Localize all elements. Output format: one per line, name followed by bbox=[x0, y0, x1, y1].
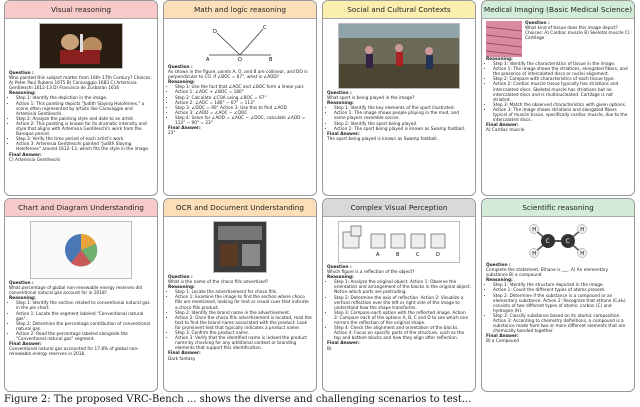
carbon-label: C bbox=[565, 238, 570, 245]
question-text: What is the name of the choco fills advertised? bbox=[168, 280, 269, 286]
reasoning-label: Reasoning: bbox=[327, 275, 354, 281]
reasoning-label: Reasoning: bbox=[9, 91, 36, 97]
pie-chart-image bbox=[30, 221, 132, 279]
hydrogen-label: H bbox=[580, 227, 584, 233]
card-title: Visual reasoning bbox=[5, 1, 157, 19]
step: • Action 3: ∠AOD = ∠AOC − ∠DOC bbox=[175, 111, 312, 116]
label-b: B bbox=[269, 57, 273, 63]
step: • Step 2: Identify the brand name in the advertisement. bbox=[175, 311, 312, 316]
label-d: D bbox=[213, 29, 217, 35]
answer-text: A) Cardiac muscle bbox=[486, 128, 525, 134]
step: • Step 2: Determine if the substance is a compound or an elementary substance. Action 2: Recognize that ethane (C₂H₆) consists of two different types of atoms: carbon (C) and hydrogen (H). bbox=[493, 294, 630, 314]
step: • Step 1: Identify the section related to conventional natural gas in the pie chart. bbox=[16, 301, 153, 311]
step: • Step 1: Use the fact that ∠AOC and ∠BOC form a linear pair. bbox=[175, 85, 312, 90]
reasoning-label: Reasoning: bbox=[9, 296, 36, 302]
step: • Step 3: ∠DOC = 90° Action 3: Use this to find ∠AOD bbox=[175, 106, 312, 111]
question-label: Question : bbox=[9, 281, 34, 286]
step: • Action 2: ∠AOC = 180° − 67° = 113° bbox=[175, 101, 312, 106]
reasoning-steps bbox=[9, 96, 153, 152]
step: • Step 2: Determine the percentage contribution of conventional natural gas. bbox=[16, 322, 153, 332]
card-title: Math and logic reasoning bbox=[164, 1, 316, 19]
step: • Step 1: Identify the key elements of the sport illustrated. bbox=[334, 106, 471, 111]
question-text: Which figure is a reflection of the object? bbox=[327, 270, 415, 276]
answer-text: C) Artemisia Gentileschi bbox=[9, 157, 61, 163]
step: • Action 2: Read the percentage labeled alongside the "Conventional natural gas" segment. bbox=[16, 332, 153, 342]
step: • Step 3: Compare each option with the reflected image. Action 3: Compare each of the options A, B, C and D to see which one mirrors the reflection of the original shape. bbox=[334, 311, 471, 326]
question-text: What kind of tissue does this image depict? Choices: A) Cardiac muscle B) Skeletal muscle C) Cartilage bbox=[525, 26, 630, 42]
label-o: O bbox=[238, 57, 242, 63]
question-label: Question : bbox=[486, 263, 511, 268]
step: • Step 2: Calculate ∠COA using ∠BOC = 67° bbox=[175, 96, 312, 101]
question-label: Question : bbox=[168, 275, 193, 280]
answer-text: B) bbox=[327, 346, 332, 352]
option-a: A bbox=[376, 252, 380, 258]
answer-label: Final Answer: bbox=[168, 126, 201, 132]
reasoning-label: Reasoning: bbox=[168, 285, 195, 291]
ethane-molecule bbox=[518, 221, 598, 261]
step: • Action 1: Locate the segment labeled "Conventional natural gas". bbox=[16, 312, 153, 322]
benchmark-grid bbox=[4, 0, 636, 392]
reasoning-label: Reasoning: bbox=[168, 80, 195, 86]
card-visual-reasoning bbox=[4, 0, 158, 196]
step: • Action 1: The image shows people playing in the mud, and some players resemble soccer. bbox=[334, 111, 471, 121]
answer-text: 23° bbox=[168, 131, 176, 137]
question-text: What sport is being played in the image? bbox=[327, 96, 415, 102]
hydrogen-label: H bbox=[532, 251, 536, 257]
card-scientific-reasoning bbox=[481, 198, 635, 392]
reasoning-label: Reasoning: bbox=[486, 278, 513, 284]
advertisement-image bbox=[213, 221, 267, 273]
card-medical-imaging bbox=[481, 0, 635, 196]
step: • Step 1: Identify the characteristics of tissue in the image. bbox=[493, 62, 630, 67]
step: • Action 2: This painting is known for its dramatic intensity and style that aligns with Artemisia Gentileschi's work from the Baroque period. bbox=[16, 122, 153, 137]
step: • Step 2: Determine the axis of reflection. Action 2: Visualize a vertical reflection over the left or right side of the image to understand how the shape transforms. bbox=[334, 296, 471, 311]
tissue-micrograph bbox=[486, 21, 522, 57]
question-text: As shown in the figure, points A, O, and B are collinear, and DO is perpendicular to CO. If ∠BOC = 67°, what is ∠AOD? bbox=[168, 70, 308, 81]
answer-label: Final Answer: bbox=[327, 341, 360, 347]
answer-text: Conventional natural gas accounted for 17.8% of global non-renewable energy reserves in 2018. bbox=[9, 347, 139, 358]
answer-label: Final Answer: bbox=[327, 131, 360, 137]
card-ocr-document bbox=[163, 198, 317, 392]
step: • Step 3: Verify the time period of each artist's work. bbox=[16, 137, 153, 142]
option-b: B bbox=[396, 252, 400, 258]
step: • Action 2: The sport being played is known as Swamp football. bbox=[334, 127, 471, 132]
card-title: Complex Visual Perception bbox=[323, 199, 475, 217]
step: • Action 2: Cardiac muscle tissue typically has striations and intercalated discs. Skeletal muscle has striations but no intercalated discs and is multinucleated. Cartilage is not striated. bbox=[493, 82, 630, 102]
step: • Action 3: Artemisia Gentileschi painted "Judith Slaying Holofernes" around 1612–13, which fits the style in the image. bbox=[16, 142, 153, 152]
answer-label: Final Answer: bbox=[9, 152, 42, 158]
question-label: Question : bbox=[9, 71, 34, 76]
label-c: C bbox=[263, 25, 267, 31]
reasoning-steps bbox=[168, 290, 312, 351]
answer-label: Final Answer: bbox=[486, 123, 519, 129]
step: • Step 2: Analyze the painting style and date to an artist. bbox=[16, 117, 153, 122]
step: • Action 3: The image shows striations and elongated fibers typical of muscle tissue, specifically cardiac muscle, due to the intercalated discs. bbox=[493, 108, 630, 123]
reasoning-steps bbox=[327, 280, 471, 341]
question-label: Question : bbox=[327, 265, 352, 270]
step: • Action 1: ∠AOC + ∠BOC = 180° bbox=[175, 90, 312, 95]
step: • Action 1: Count the different types of atoms present. bbox=[493, 288, 630, 293]
question-text: Complete the statement. Ethane is ___. A) An elementary substance B) a compound bbox=[486, 268, 609, 279]
step: • Action 1: The image shows the striations, elongated fibers, and the presence of intercalated discs or nuclei alignment. bbox=[493, 67, 630, 77]
step: • Step 1: Locate the advertisement for choco fills. bbox=[175, 290, 312, 295]
step: • Step 4: Check the alignment and orientation of the blocks. Action 4: Focus on specific parts of the structure, such as the top and bottom blocks and how they align after reflection. bbox=[334, 326, 471, 341]
step: • Step 1: Identify the depiction in the image. bbox=[16, 96, 153, 101]
card-complex-visual bbox=[322, 198, 476, 392]
question-label: Question : bbox=[327, 91, 352, 96]
reasoning-steps bbox=[327, 106, 471, 131]
step: • Step 4: Solve for ∠AOD = ∠AOC − ∠DOC, calculate ∠AOD = 113° − 90° = 23° bbox=[175, 116, 312, 126]
card-math-logic bbox=[163, 0, 317, 196]
card-title: OCR and Document Understanding bbox=[164, 199, 316, 217]
question-label: Question : bbox=[525, 21, 550, 26]
swamp-football-photo bbox=[338, 23, 460, 89]
step: • Step 3: Confirm the product name. bbox=[175, 331, 312, 336]
question-text: Who painted this subject matter from 16th–17th Century? Choices: A) Peter Paul Rubens 1675 B) Caravaggio 1683 C) Artemisia Gentileschi 1612-13 D) Francisco de Zurbarán 1616 bbox=[9, 76, 152, 92]
hydrogen-label: H bbox=[532, 227, 536, 233]
answer-label: Final Answer: bbox=[486, 334, 519, 340]
step: • Action 2: Once the choco fills advertisement is located, read the text to find the brand name associated with the product. Look for prominent text that typically indicates a product name. bbox=[175, 316, 312, 331]
answer-text: Dark fantasy bbox=[168, 356, 196, 362]
step: • Step 1: Identify the structure depicted in the image. bbox=[493, 283, 630, 288]
reasoning-label: Reasoning: bbox=[327, 101, 354, 107]
step: • Step 3: Classify substance based on its atomic composition. Action 3: According to chemistry definitions, a compound is a substance made from two or more different elements that are chemically bonded together. bbox=[493, 314, 630, 334]
card-title: Chart and Diagram Understanding bbox=[5, 199, 157, 217]
label-a: A bbox=[206, 57, 210, 63]
card-social-cultural bbox=[322, 0, 476, 196]
hydrogen-label: H bbox=[580, 251, 584, 257]
step: • Step 2: Compare with characteristics of each tissue type. bbox=[493, 77, 630, 82]
option-c: C bbox=[416, 252, 420, 258]
geometry-figure bbox=[205, 23, 275, 63]
step: • Step 1: Analyze the original object. Action 1: Observe the orientation and arrangement of the blocks in the original object. Notice which parts are protruding. bbox=[334, 280, 471, 295]
question-label: Question : bbox=[168, 65, 193, 70]
answer-text: B) a Compound bbox=[486, 339, 519, 345]
reasoning-steps bbox=[486, 283, 630, 334]
card-chart-diagram bbox=[4, 198, 158, 392]
reasoning-steps bbox=[168, 85, 312, 126]
painting-image bbox=[39, 23, 123, 69]
step: • Action 1: This painting depicts "Judith Slaying Holofernes," a scene often represented by artists like Caravaggio and Artemisia Gentileschi. bbox=[16, 102, 153, 117]
step: • Step 3: Match the observed characteristics with given options. bbox=[493, 103, 630, 108]
carbon-label: C bbox=[545, 238, 550, 245]
step: • Action 3: Verify that the identified name is indeed the product name by checking for any additional context or branding elements that support this identification. bbox=[175, 336, 312, 351]
reasoning-steps bbox=[486, 62, 630, 123]
reasoning-label: Reasoning: bbox=[486, 57, 513, 62]
answer-text: The sport being played is known as Swamp football. bbox=[327, 136, 438, 142]
step: • Step 2: Identify the sport being played. bbox=[334, 122, 471, 127]
question-text: What percentage of global non-renewable energy reserves did conventional natural gas account for in 2018? bbox=[9, 286, 143, 297]
card-title: Social and Cultural Contexts bbox=[323, 1, 475, 19]
reasoning-steps bbox=[9, 301, 153, 342]
answer-label: Final Answer: bbox=[168, 351, 201, 357]
step: • Action 1: Examine the image to find the section where choco fills are mentioned, looking for text or visual cues that indicate a choco fills product. bbox=[175, 295, 312, 310]
answer-label: Final Answer: bbox=[9, 342, 42, 348]
card-title: Medical Imaging (Basic Medical Science) bbox=[482, 1, 634, 19]
card-title: Scientific reasoning bbox=[482, 199, 634, 217]
figure-caption: Figure 2: The proposed VRC-Bench ... shows the diverse and challenging scenarios to test... bbox=[4, 394, 472, 405]
block-reflection-figure bbox=[338, 221, 460, 263]
option-d: D bbox=[436, 252, 440, 258]
